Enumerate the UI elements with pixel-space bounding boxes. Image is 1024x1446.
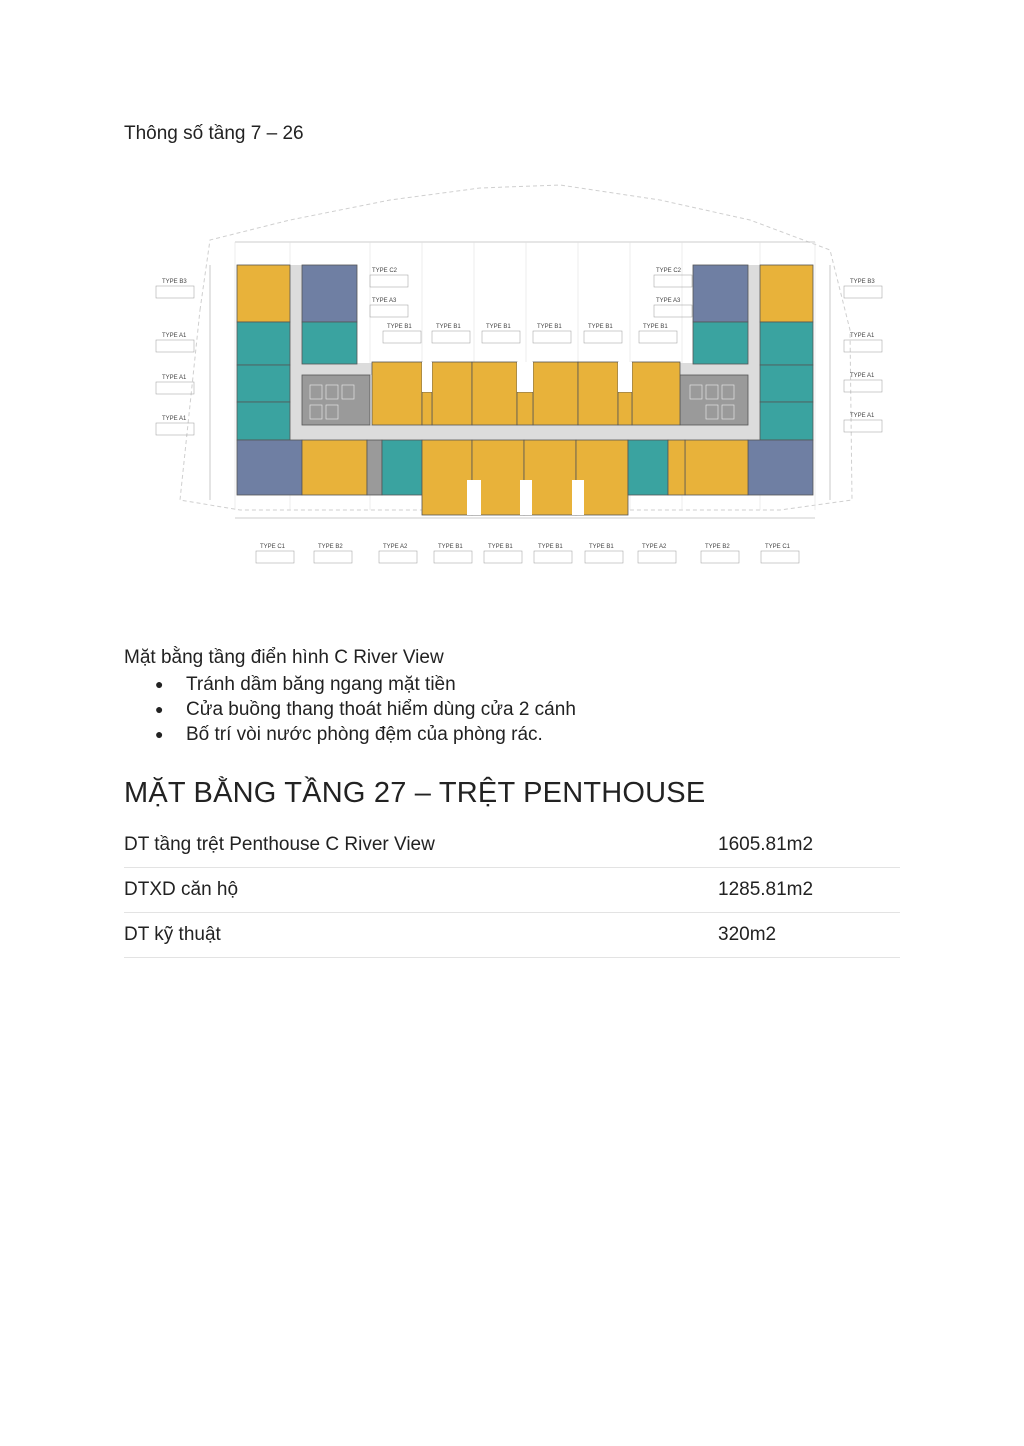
label-bottom-7: TYPE B1 [589, 544, 614, 550]
label-left-3: TYPE A1 [162, 375, 187, 381]
section-heading: Thông số tầng 7 – 26 [124, 123, 304, 144]
label-top-4: TYPE B1 [436, 324, 461, 330]
label-bottom-8: TYPE A2 [642, 544, 667, 550]
row-value: 320m2 [718, 913, 900, 958]
unit-a2-bottom-1 [382, 440, 422, 495]
unit-b1-top-6 [632, 362, 680, 425]
row-value: 1605.81m2 [718, 823, 900, 868]
table-row [124, 823, 900, 868]
unit-b1-bottom-1 [422, 440, 472, 515]
row-label: DT tầng trệt Penthouse C River View [124, 823, 718, 868]
unit-a1-left-2 [237, 365, 290, 402]
core-left [302, 375, 370, 425]
label-right-2: TYPE A1 [850, 333, 875, 339]
unit-b1-top-1 [372, 362, 422, 425]
core-right [680, 375, 748, 425]
label-top-8: TYPE B1 [643, 324, 668, 330]
label-top-2: TYPE A3 [372, 298, 397, 304]
label-bottom-6: TYPE B1 [538, 544, 563, 550]
unit-lower-grey [367, 440, 382, 495]
bullet-icon: ● [155, 701, 164, 717]
unit-b2-right [685, 440, 748, 495]
unit-c2-right [693, 265, 748, 322]
unit-c1-left [237, 440, 302, 495]
table-row [124, 868, 900, 913]
label-top-9: TYPE C2 [656, 268, 682, 274]
bullet-icon: ● [155, 676, 164, 692]
bullet-icon: ● [155, 726, 164, 742]
row-value: 1285.81m2 [718, 868, 900, 913]
label-right-3: TYPE A1 [850, 373, 875, 379]
unit-c2-left [302, 265, 357, 322]
unit-b1-top-3 [472, 362, 517, 425]
row-label: DT kỹ thuật [124, 913, 718, 958]
label-top-10: TYPE A3 [656, 298, 681, 304]
unit-b2-left [302, 440, 367, 495]
table-row [124, 913, 900, 958]
unit-a1-left-1 [237, 322, 290, 365]
list-item: ● Tránh dầm băng ngang mặt tiền [155, 674, 456, 695]
label-bottom-3: TYPE A2 [383, 544, 408, 550]
unit-a1-right-2 [760, 365, 813, 402]
unit-b1-top-2 [432, 362, 472, 425]
label-bottom-4: TYPE B1 [438, 544, 463, 550]
label-top-1: TYPE C2 [372, 268, 398, 274]
unit-b1-top-4 [533, 362, 578, 425]
label-right-4: TYPE A1 [850, 413, 875, 419]
plan-caption: Mặt bằng tầng điển hình C River View [124, 647, 444, 668]
central-lower-units [367, 440, 685, 515]
label-bottom-2: TYPE B2 [318, 544, 343, 550]
label-bottom-5: TYPE B1 [488, 544, 513, 550]
label-top-6: TYPE B1 [537, 324, 562, 330]
unit-b3-left [237, 265, 290, 322]
notes-list [124, 672, 576, 747]
label-left-4: TYPE A1 [162, 416, 187, 422]
unit-c1-right [748, 440, 813, 495]
list-item: ● Bố trí vòi nước phòng đệm của phòng rác. [155, 724, 543, 745]
list-item: ● Cửa buồng thang thoát hiểm dùng cửa 2 cánh [155, 699, 576, 720]
label-bottom-10: TYPE C1 [765, 544, 791, 550]
label-top-7: TYPE B1 [588, 324, 613, 330]
label-top-5: TYPE B1 [486, 324, 511, 330]
spec-table [124, 823, 900, 958]
unit-a3-left [302, 322, 357, 364]
label-left-1: TYPE B3 [162, 279, 187, 285]
unit-a2-bottom-2 [628, 440, 668, 495]
row-label: DTXD căn hộ [124, 868, 718, 913]
right-wing-units [680, 265, 813, 495]
unit-a1-right-1 [760, 322, 813, 365]
label-bottom-1: TYPE C1 [260, 544, 286, 550]
label-left-2: TYPE A1 [162, 333, 187, 339]
label-right-1: TYPE B3 [850, 279, 875, 285]
unit-a3-right [693, 322, 748, 364]
unit-b3-right [760, 265, 813, 322]
unit-b1-top-5 [578, 362, 618, 425]
left-wing-units [237, 265, 370, 495]
label-top-3: TYPE B1 [387, 324, 412, 330]
unit-a1-left-3 [237, 402, 290, 440]
floor-plan-image [140, 180, 890, 580]
unit-a1-right-3 [760, 402, 813, 440]
label-bottom-9: TYPE B2 [705, 544, 730, 550]
section-title: MẶT BẰNG TẦNG 27 – TRỆT PENTHOUSE [124, 777, 706, 809]
